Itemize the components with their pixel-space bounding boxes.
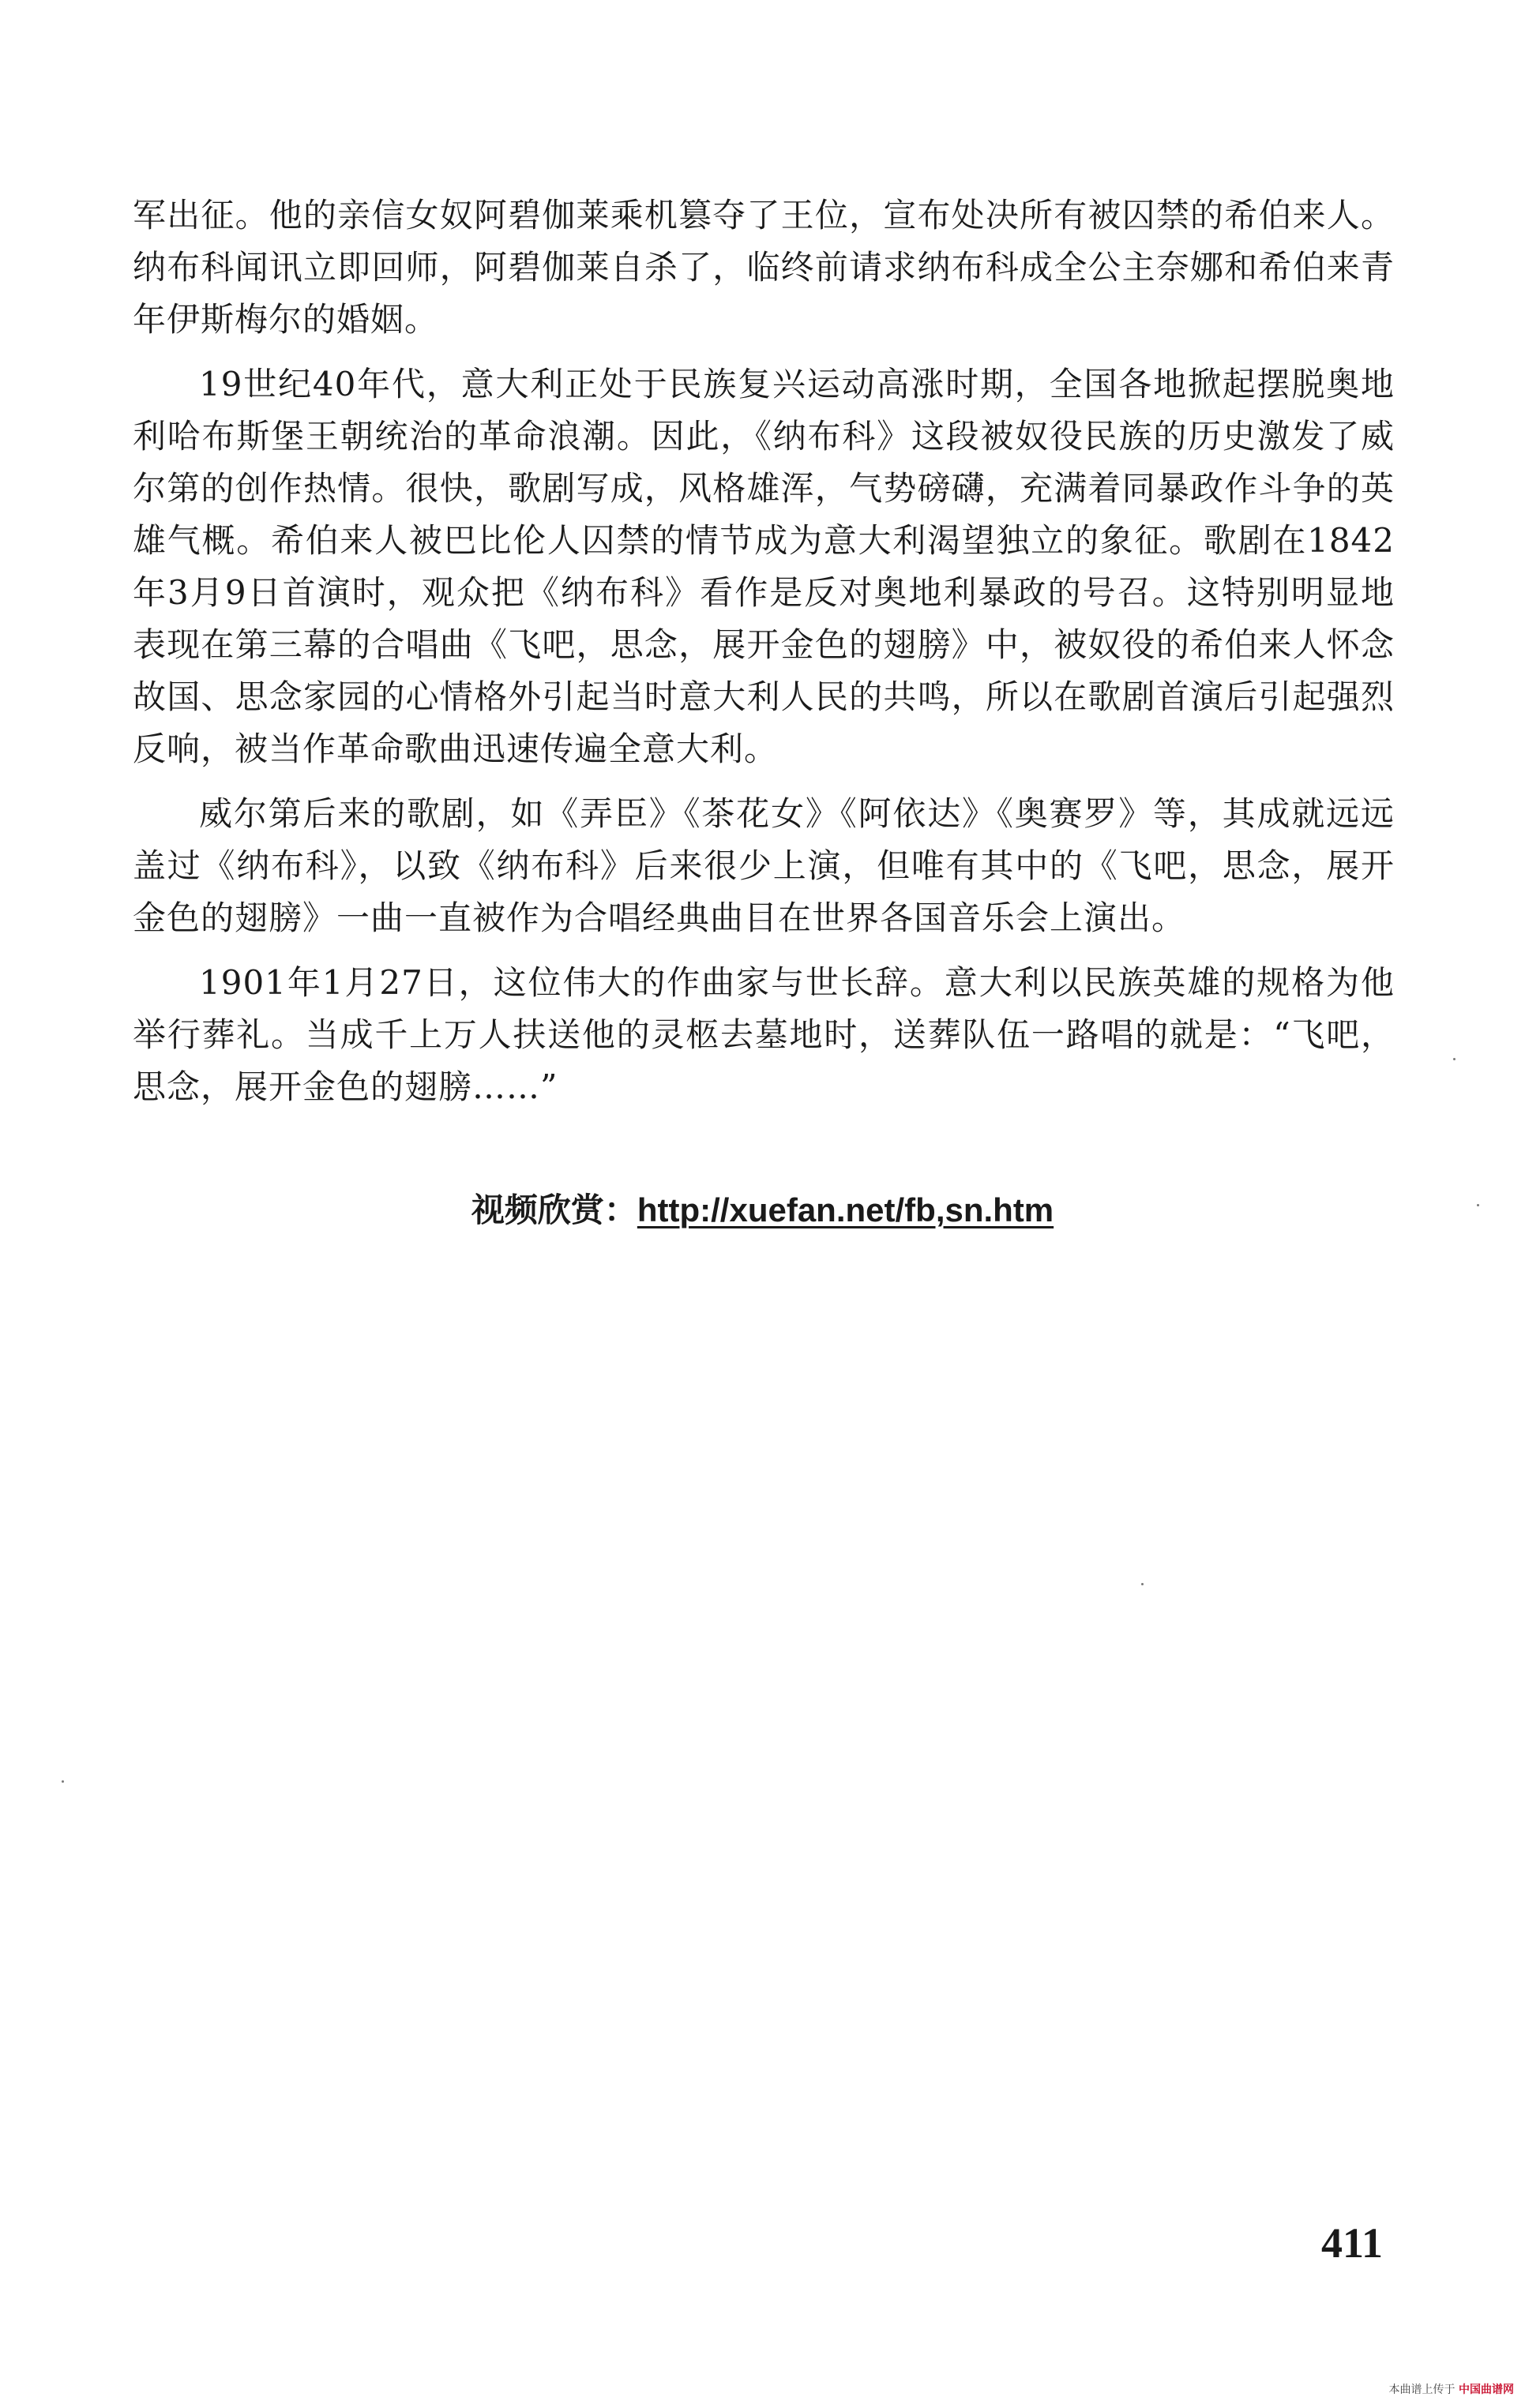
paragraph-history: 19世纪40年代，意大利正处于民族复兴运动高涨时期，全国各地掀起摆脱奥地利哈布斯堡王朝统治的革命浪潮。因此，《纳布科》这段被奴役民族的历史激发了威尔第的创作热情。很快，歌剧写成，风格雄浑，气势磅礴，充满着同暴政作斗争的英雄气概。希伯来人被巴比伦人囚禁的情节成为意大利渴望独立的象征。歌剧在1842年3月9日首演时，观众把《纳布科》看作是反对奥地利暴政的号召。这特别明显地表现在第三幕的合唱曲《飞吧，思念，展开金色的翅膀》中，被奴役的希伯来人怀念故国、思念家园的心情格外引起当时意大利人民的共鸣，所以在歌剧首演后引起强烈反响，被当作革命歌曲迅速传遍全意大利。 [133,365,1395,768]
scan-speck [1141,1583,1144,1585]
paragraph-later-operas: 威尔第后来的歌剧，如《弄臣》《茶花女》《阿依达》《奥赛罗》等，其成就远远盖过《纳布科》，以致《纳布科》后来很少上演，但唯有其中的《飞吧，思念，展开金色的翅膀》一曲一直被作为合唱经典曲目在世界各国音乐会上演出。 [133,794,1395,937]
scan-speck [1453,1058,1456,1060]
scan-speck [1477,1204,1479,1206]
watermark-brand: 中国曲谱网 [1459,2384,1514,2396]
scan-speck [62,1780,64,1783]
video-link[interactable]: http://xuefan.net/fb,sn.htm [637,1191,1054,1228]
watermark-prefix: 本曲谱上传于 [1388,2384,1456,2396]
video-appreciation-line [0,1184,1525,1232]
site-watermark [1389,2381,1514,2397]
paragraph-funeral: 1901年1月27日，这位伟大的作曲家与世长辞。意大利以民族英雄的规格为他举行葬礼。当成千上万人扶送他的灵柩去墓地时，送葬队伍一路唱的就是：“飞吧，思念，展开金色的翅膀……” [133,963,1395,1106]
paragraph-continuation: 军出征。他的亲信女奴阿碧伽莱乘机篡夺了王位，宣布处决所有被囚禁的希伯来人。纳布科闻讯立即回师，阿碧伽莱自杀了，临终前请求纳布科成全公主奈娜和希伯来青年伊斯梅尔的婚姻。 [133,196,1395,339]
video-label: 视频欣赏： [471,1191,637,1228]
body-text [133,189,1395,1126]
page-number: 411 [1320,2219,1383,2267]
